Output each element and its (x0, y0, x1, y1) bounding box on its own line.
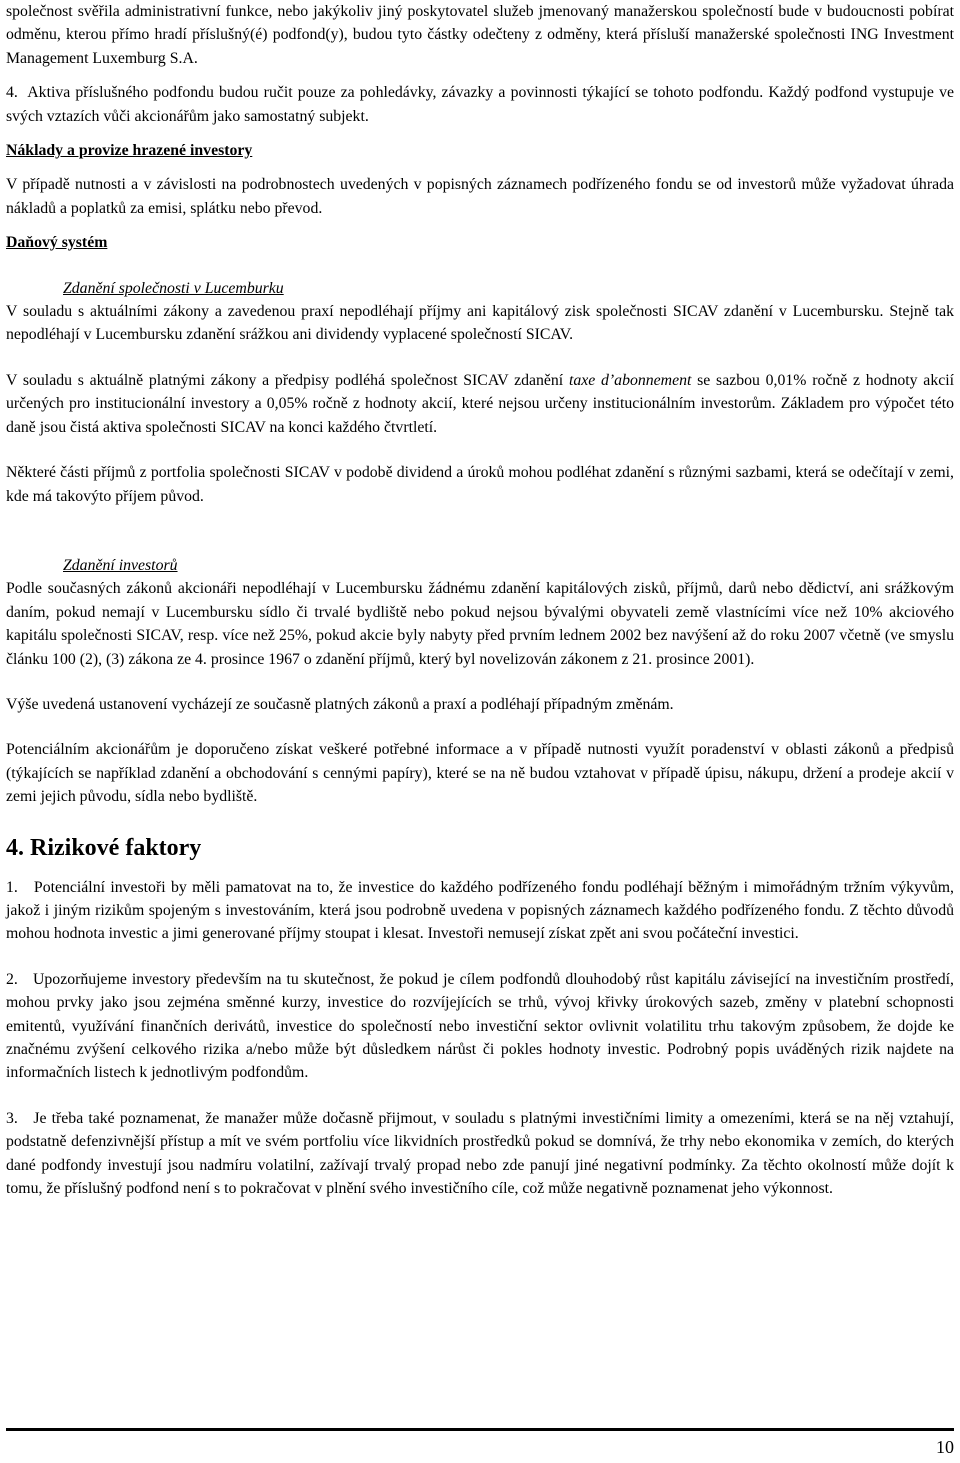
paragraph-investor-tax-1: Podle současných zákonů akcionáři nepodléhají v Lucembursku žádnému zdanění kapitálových zisků, příjmů, darů nebo dědictví, ani srážkovým daním, pokud nemají v Lucembursku sídlo či trvalé bydliště nebo pokud nejsou bývalými obyvateli země vlastnícími více než 10% akciového kapitálu společnosti SICAV, resp. více než 25%, pokud akcie byly nabyty před prvním lednem 2002 bez navýšení až do roku 2007 včetně (ve smyslu článku 100 (2), (3) zákona ze 4. prosince 1967 o zdanění příjmů, který byl novelizován zákonem z 21. prosince 2001). (6, 580, 954, 668)
text-run: V souladu s aktuálně platnými zákony a předpisy podléhá společnost SICAV zdanění (6, 371, 569, 389)
risk-item-number: 2. (6, 970, 18, 988)
paragraph-fees-continuation: společnost svěřila administrativní funkce, nebo jakýkoliv jiný poskytovatel služeb jmenovaný manažerskou společností bude v budoucnosti pobírat odměnu, kterou přímo hradí příslušný(é) podfond(y), budou tyto částky odečteny z odměny, která přísluší manažerské společnosti ING Investment Management Luxemburg S.A. (6, 3, 954, 67)
subheading-company-tax: Zdanění společnosti v Lucemburku (63, 279, 284, 297)
list-item-number: 4. (6, 84, 18, 102)
paragraph-investor-tax-3: Potenciálním akcionářům je doporučeno získat veškeré potřebné informace a v případě nutnosti využít poradenství v oblasti zákonů a předpisů (týkajících se například zdanění a obchodování s cennými papíry), které se na ně budou vztahovat v případě úpisu, nákupu, držení a prodeje akcií v zemi jejich původu, sídla nebo bydliště. (6, 741, 954, 806)
section-heading-risk-factors: 4. Rizikové faktory (6, 834, 202, 861)
risk-item-2 (6, 968, 954, 1085)
paragraph-company-tax-3: Některé části příjmů z portfolia společnosti SICAV v podobě dividend a úroků mohou podléhat zdanění s různými sazbami, která se odečítají v zemi, kde má takovýto příjem původ. (6, 464, 954, 505)
list-item-text: Aktiva příslušného podfondu budou ručit pouze za pohledávky, závazky a povinnosti týkající se tohoto podfondu. Každý podfond vystupuje ve svých vztazích vůči akcionářům jako samostatný subjekt. (6, 84, 954, 125)
document-page (6, 0, 954, 1200)
subheading-investor-tax: Zdanění investorů (63, 556, 178, 574)
page-number: 10 (936, 1437, 954, 1457)
risk-item-text: Upozorňujeme investory především na tu skutečnost, že pokud je cílem podfondů dlouhodobý růst kapitálu závisející na investičním prostředí, mohou prvky jako jsou zejména směnné kurzy, investice do rozvíjejících se trhů, vývoj křivky úrokových sazeb, změny v platební schopnosti emitentů, využívání finančních derivátů, investice do společností nebo investiční sektor ovlivnit volatilitu trhu takovým způsobem, že dojde ke značnému zvýšení celkového rizika a/nebo může být důsledkem nárůst či pokles hodnoty investic. Podrobný popis uváděných rizik najdete na informačních listech k jednotlivým podfondům. (6, 970, 954, 1082)
risk-item-number: 1. (6, 878, 18, 896)
paragraph-costs: V případě nutnosti a v závislosti na podrobnostech uvedených v popisných záznamech podřízeného fondu se od investorů může vyžadovat úhrada nákladů a poplatků za emisi, splátku nebo převod. (6, 176, 954, 217)
list-item-4 (6, 81, 954, 128)
risk-item-text: Potenciální investoři by měli pamatovat na to, že investice do každého podřízeného fondu podléhají běžným i mimořádným tržním výkyvům, jakož i jiným rizikům spojeným s investováním, která jsou podrobně uvedena v popisných záznamech každého podřízeného fondu. Z těchto důvodů mohou hodnota investic a jimi generované příjmy stoupat i klesat. Investoři nemusejí získat zpět ani svou počáteční investici. (6, 878, 954, 943)
paragraph-investor-tax-2: Výše uvedená ustanovení vycházejí ze současně platných zákonů a praxí a podléhají případným změnám. (6, 695, 674, 713)
text-run: se sazbou 0,01% ročně z hodnoty akcií určených pro institucionální investory a 0,05% ročně z hodnoty akcií, které nejsou určeny institucionálním investorům. Základem pro výpočet této daně jsou čistá aktiva společnosti SICAV na konci každého čtvrtletí. (6, 371, 955, 436)
italic-term: taxe d’abonnement (568, 371, 692, 389)
risk-item-number: 3. (6, 1109, 18, 1127)
paragraph-company-tax-2 (6, 369, 954, 439)
paragraph-company-tax-1: V souladu s aktuálními zákony a zavedenou praxí nepodléhají příjmy ani kapitálový zisk společnosti SICAV zdanění v Lucembursku. Stejně tak nepodléhají v Lucembursku zdanění srážkou ani dividendy vyplacené společností SICAV. (6, 303, 954, 344)
heading-costs: Náklady a provize hrazené investory (6, 142, 253, 160)
footer-rule (6, 1428, 954, 1431)
risk-item-3 (6, 1107, 954, 1201)
risk-item-text: Je třeba také poznamenat, že manažer může dočasně přijmout, v souladu s platnými investičními limity a omezeními, která se na něj vztahují, podstatně defenzivnější přístup a mít ve svém portfoliu více likvidních prostředků pokud se domnívá, že trhy nebo ekonomika v zemích, do kterých dané podfondy investují jsou nadmíru volatilní, zažívají trvalý propad nebo zde panují jiné negativní podmínky. Za těchto okolností může dojít k tomu, že příslušný podfond není s to pokračovat v plnění svého investičního cíle, což může negativně poznamenat jeho výkonnost. (6, 1109, 954, 1198)
heading-tax-system: Daňový systém (6, 234, 108, 252)
risk-item-1 (6, 876, 954, 946)
